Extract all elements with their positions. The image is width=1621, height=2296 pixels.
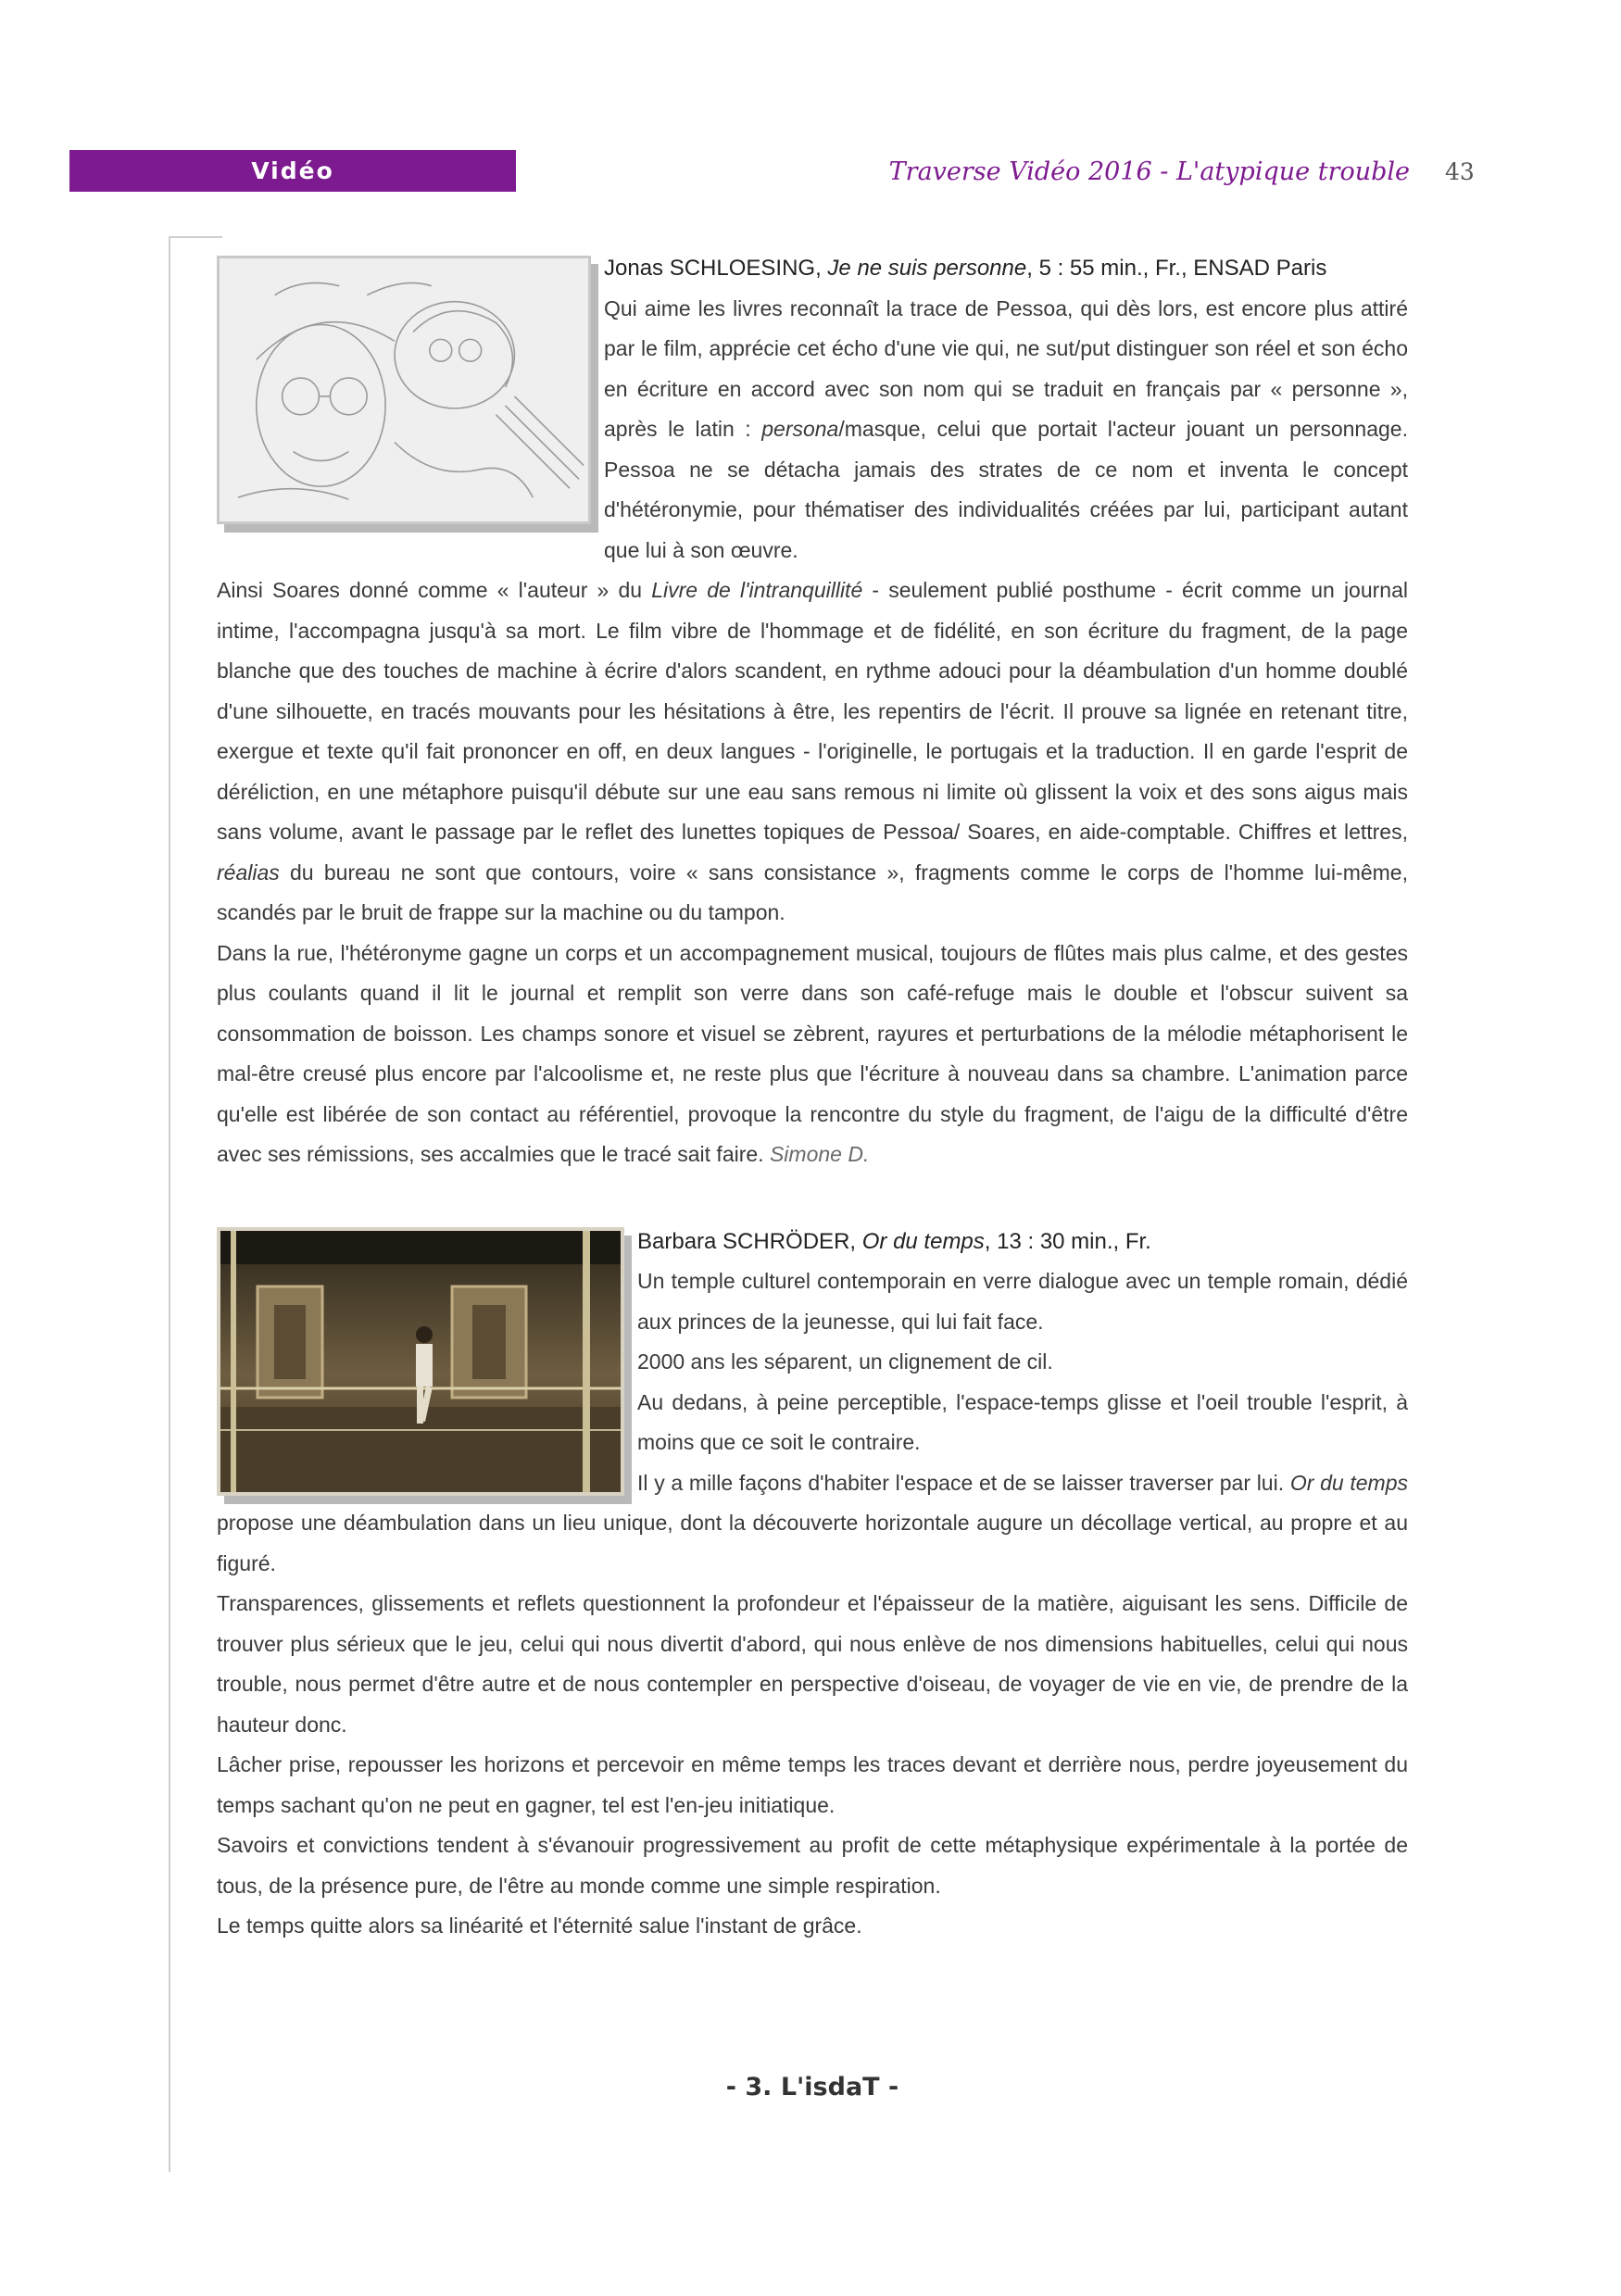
signature: Simone D. — [769, 1142, 870, 1166]
entry-work-title: Je ne suis personne — [827, 256, 1027, 281]
entry-details: , 13 : 30 min., Fr. — [984, 1228, 1151, 1254]
footer-label: - 3. L'isdaT - — [725, 2073, 899, 2102]
paragraph: Dans la rue, l'hétéronyme gagne un corps et un accompagnement musical, toujours de flûtes mais plus calme, et des gestes plus coulants quand il lit le journal et remplit son verre dans son café-refuge mais le double et l'obscur suivent sa consommation de boisson. Les champs sonore et visuel se zèbrent, rayures et perturbations de la mélodie métaphorisent le mal-être creusé plus encore par l'alcoolisme et, ne reste plus que l'écriture à nouveau dans sa chambre. L'animation parce qu'elle est libérée de son contact au référentiel, provoque la rencontre du style du fragment, de l'aigu de la difficulté d'être avec ses rémissions, ses accalmies que le tracé sait faire. Simone D. — [217, 940, 1408, 1166]
page-number: 43 — [1445, 158, 1475, 185]
frame-rule-vertical — [169, 236, 170, 2172]
running-title: Traverse Vidéo 2016 - L'atypique trouble — [888, 157, 1410, 186]
text-line: Au dedans, à peine perceptible, l'espace-temps glisse et l'oeil trouble l'esprit, à moins que ce soit le contraire. — [637, 1389, 1408, 1454]
paragraph: Transparences, glissements et reflets questionnent la profondeur et l'épaisseur de la matière, aiguisant les sens. Difficile de trouver plus sérieux que le jeu, celui qui nous divertit d'abord, qui nous enlève de nos dimensions habituelles, celui qui nous trouble, nous permet d'être autre et de nous contempler en perspective d'oiseau, de voyager de vie en vie, de prendre de la hauteur donc. — [217, 1591, 1408, 1737]
paragraph: Lâcher prise, repousser les horizons et percevoir en même temps les traces devant et derrière nous, perdre joyeusement du temps sachant qu'on ne peut en gagner, tel est l'en-jeu initiatique. — [217, 1752, 1408, 1817]
entry-details: , 5 : 55 min., Fr., ENSAD Paris — [1026, 256, 1327, 281]
paragraph: Le temps quitte alors sa linéarité et l'éternité salue l'instant de grâce. — [217, 1913, 862, 1938]
paragraph: Il y a mille façons d'habiter l'espace et de se laisser traverser par lui. Or du temps propose une déambulation dans un lieu unique, dont la découverte horizontale augure un décollage vertical, au propre et au figuré. — [217, 1470, 1408, 1575]
sketch-illustration-icon — [220, 258, 588, 521]
article-body — [217, 248, 1408, 1947]
film-still-photo — [217, 1227, 624, 1496]
section-label: Vidéo — [69, 150, 516, 192]
entry-work-title: Or du temps — [861, 1228, 985, 1254]
film-still-sketch — [217, 256, 591, 524]
paragraph: Ainsi Soares donné comme « l'auteur » du Livre de l'intranquillité - seulement publié posthume - écrit comme un journal intime, l'accompagna jusqu'à sa mort. Le film vibre de l'hommage et de fidélité, en son écriture du fragment, de la page blanche que des touches de machine à écrire d'alors scandent, en rythme adouci pour la déambulation d'un homme doublé d'une silhouette, en tracés mouvants pour les hésitations à être, les repentirs de l'écrit. Il prouve sa lignée en retenant titre, exergue et texte qu'il fait prononcer en off, en deux langues - l'originelle, le portugais et la traduction. Il en garde l'esprit de déréliction, en une métaphore puisqu'il débute sur une eau sans remous ni limite où glissent la voix et des sons aigus mais sans volume, avant le passage par le reflet des lunettes topiques de Pessoa/ Soares, en aide-comptable. Chiffres et lettres, réalias du bureau ne sont que contours, voire « sans consistance », fragments comme le corps de l'homme lui-même, scandés par le bruit de frappe sur la machine ou du tampon. — [217, 578, 1408, 924]
review-entry — [217, 1222, 1408, 1947]
review-entry — [217, 248, 1408, 1175]
text-line: 2000 ans les séparent, un clignement de cil. — [637, 1349, 1053, 1374]
paragraph: Savoirs et convictions tendent à s'évanouir progressivement au profit de cette métaphysique expérimentale à la portée de tous, de la présence pure, de l'être au monde comme une simple respiration. — [217, 1833, 1408, 1898]
text-line: Un temple culturel contemporain en verre dialogue avec un temple romain, dédié aux princes de la jeunesse, qui lui fait face. — [637, 1269, 1408, 1334]
film-still-image-icon — [220, 1231, 621, 1492]
entry-author: Barbara SCHRÖDER, — [637, 1228, 862, 1254]
paragraph: Qui aime les livres reconnaît la trace de Pessoa, qui dès lors, est encore plus attiré par le film, apprécie cet écho d'une vie qui, ne sut/put distinguer son réel et son écho en écriture en accord avec son nom qui se traduit en français par « personne », après le latin : persona/masque, celui que portait l'acteur jouant un personnage. Pessoa ne se détacha jamais des strates de ce nom et inventa le concept d'hétéronymie, pour thématiser des individualités créées par lui, participant autant que lui à son œuvre. — [604, 295, 1408, 562]
frame-rule-horizontal — [169, 236, 222, 238]
entry-author: Jonas SCHLOESING, — [604, 256, 828, 281]
